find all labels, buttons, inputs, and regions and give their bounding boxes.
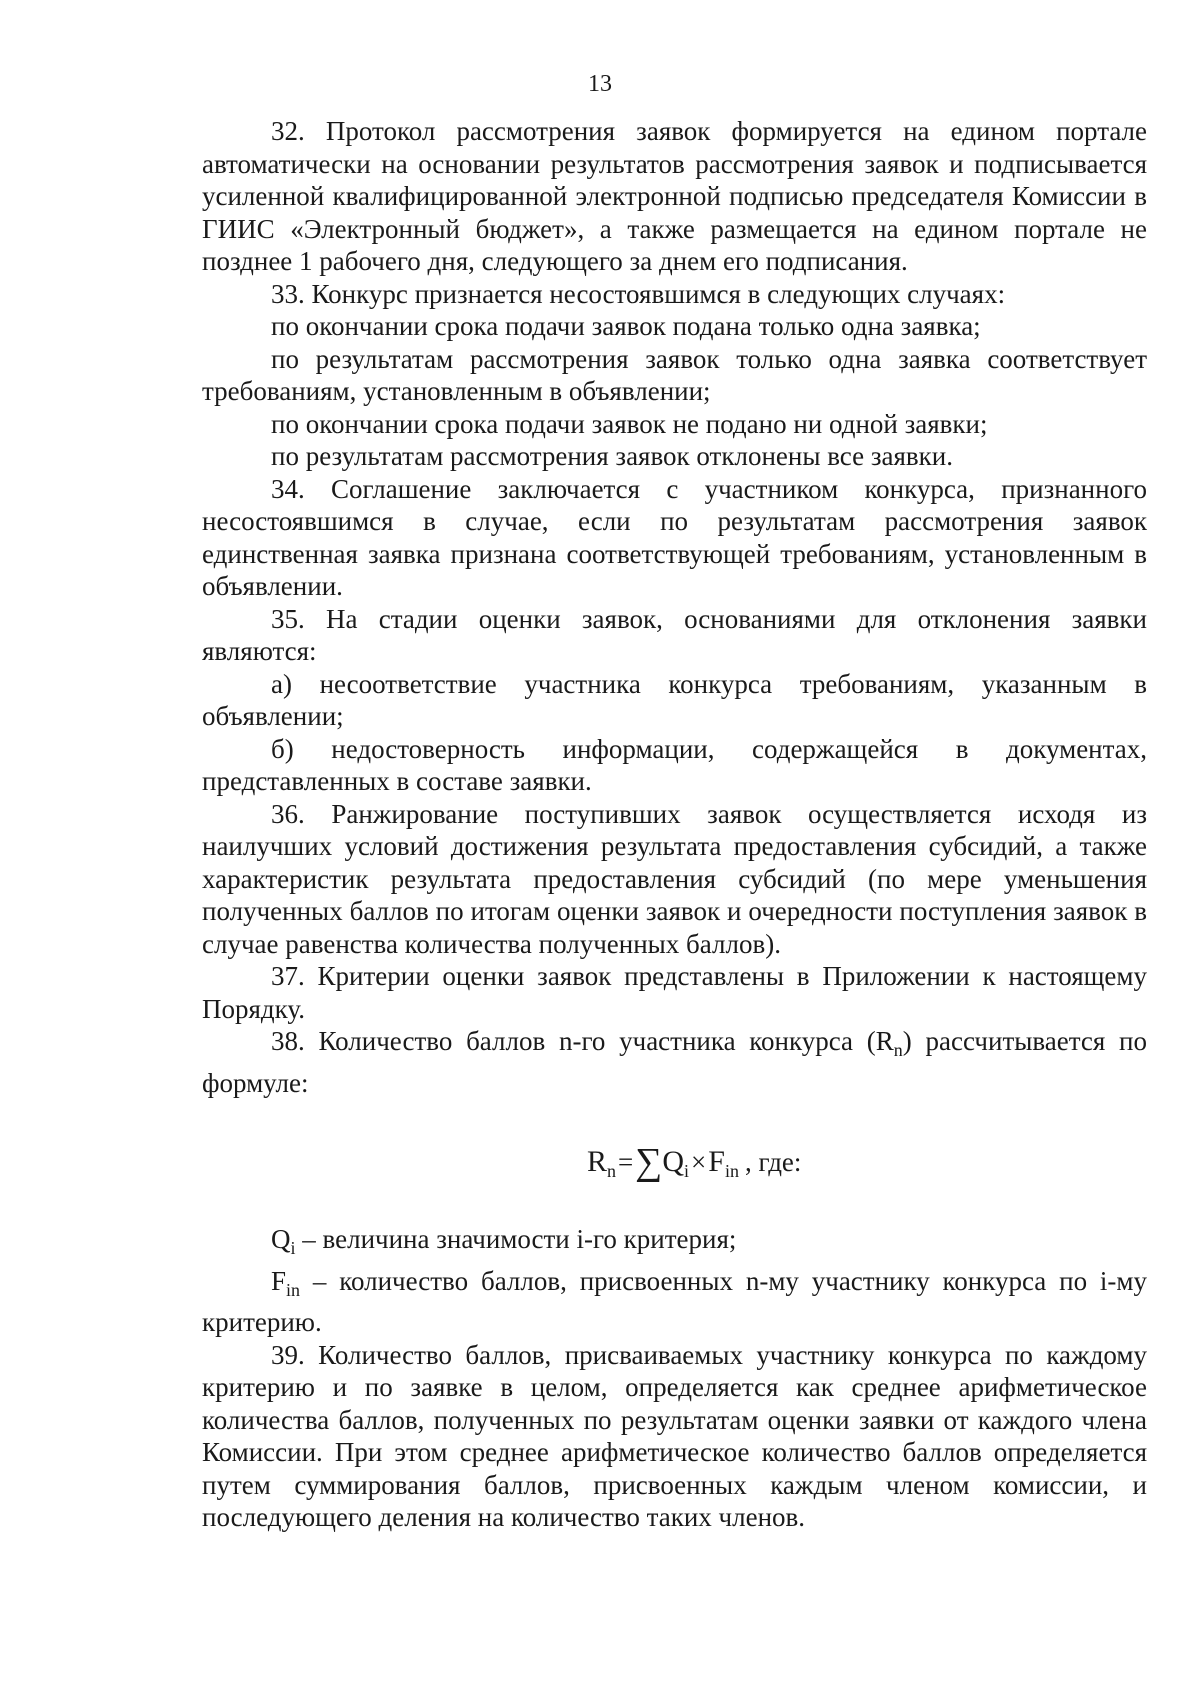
paragraph-35: 35. На стадии оценки заявок, основаниями для отклонения заявки являются: [202,603,1147,666]
paragraph-34: 34. Соглашение заключается с участником конкурса, признанного несостоявшимся в случае, если по результатам рассмотрения заявок единственная заявка признана соответствующей требованиям, установленным в объявлении. [202,473,1147,601]
definition-f-subscript: in [286,1279,301,1300]
paragraph-38-text-before: 38. Количество баллов n-го участника конкурса (R [271,1026,894,1056]
formula-equals: = [618,1147,634,1177]
formula-sum-sign: ∑ [635,1141,663,1183]
paragraph-33: 33. Конкурс признается несостоявшимся в следующих случаях: [271,278,1006,309]
paragraph-33-case-1: по окончании срока подачи заявок подана только одна заявка; [271,311,981,341]
definition-f-text: – количество баллов, присвоенных n-му участнику конкурса по i-му критерию. [202,1265,1147,1337]
formula-r: R [587,1145,608,1178]
paragraph-32: 32. Протокол рассмотрения заявок формируется на едином портале автоматически на основании результатов рассмотрения заявок и подписывается усиленной квалифицированной электронной подписью председателя Комиссии в ГИИС «Электронный бюджет», а также размещается на едином портале не позднее 1 рабочего дня, следующего за днем его подписания. [202,116,1147,276]
formula-q-subscript: i [684,1161,690,1181]
formula-times: × [691,1147,707,1177]
paragraph-36: 36. Ранжирование поступивших заявок осуществляется исходя из наилучших условий достижения результата предоставления субсидий, а также характеристик результата предоставления субсидий (по мере уменьшения полученных баллов по итогам оценки заявок и очередности поступления заявок в случае равенства количества полученных баллов). [202,798,1147,959]
definition-q [202,1223,1147,1265]
document-body [202,115,1147,1534]
score-formula [202,1137,1147,1187]
definition-q-subscript: i [290,1238,296,1258]
paragraph-35-b: б) недостоверность информации, содержащейся в документах, представленных в составе заявки. [202,733,1147,796]
page-number: 13 [588,71,612,97]
paragraph-33-case-3: по окончании срока подачи заявок не подано ни одной заявки; [271,408,988,439]
formula-q: Q [662,1145,685,1178]
paragraph-38 [202,1025,1147,1099]
formula-f: F [708,1145,725,1178]
paragraph-39: 39. Количество баллов, присваиваемых участнику конкурса по каждому критерию и по заявке в целом, определяется как среднее арифметическое количества баллов, полученных по результатам оценки заявки от каждого члена Комиссии. При этом среднее арифметическое количество баллов определяется путем суммирования баллов, присвоенных каждым членом комиссии, и последующего деления на количество таких членов. [202,1339,1147,1532]
definition-q-symbol: Q [271,1224,291,1254]
paragraph-35-a: а) несоответствие участника конкурса требованиям, указанным в объявлении; [202,668,1147,731]
formula-tail: , где: [744,1147,802,1177]
paragraph-38-text-after: ) рассчитывается по формуле: [202,1026,1147,1098]
formula-r-subscript: n [607,1161,617,1181]
paragraph-33-case-4: по результатам рассмотрения заявок отклонены все заявки. [271,441,953,471]
definition-f-symbol: F [271,1265,287,1296]
paragraph-38-subscript: n [893,1040,903,1060]
definition-f [202,1265,1147,1339]
paragraph-37: 37. Критерии оценки заявок представлены в Приложении к настоящему Порядку. [202,961,1147,1024]
paragraph-33-case-2: по результатам рассмотрения заявок только одна заявка соответствует требованиям, установленным в объявлении; [202,343,1147,406]
definition-q-text: – величина значимости i-го критерия; [295,1224,737,1254]
formula-f-subscript: in [724,1161,739,1181]
